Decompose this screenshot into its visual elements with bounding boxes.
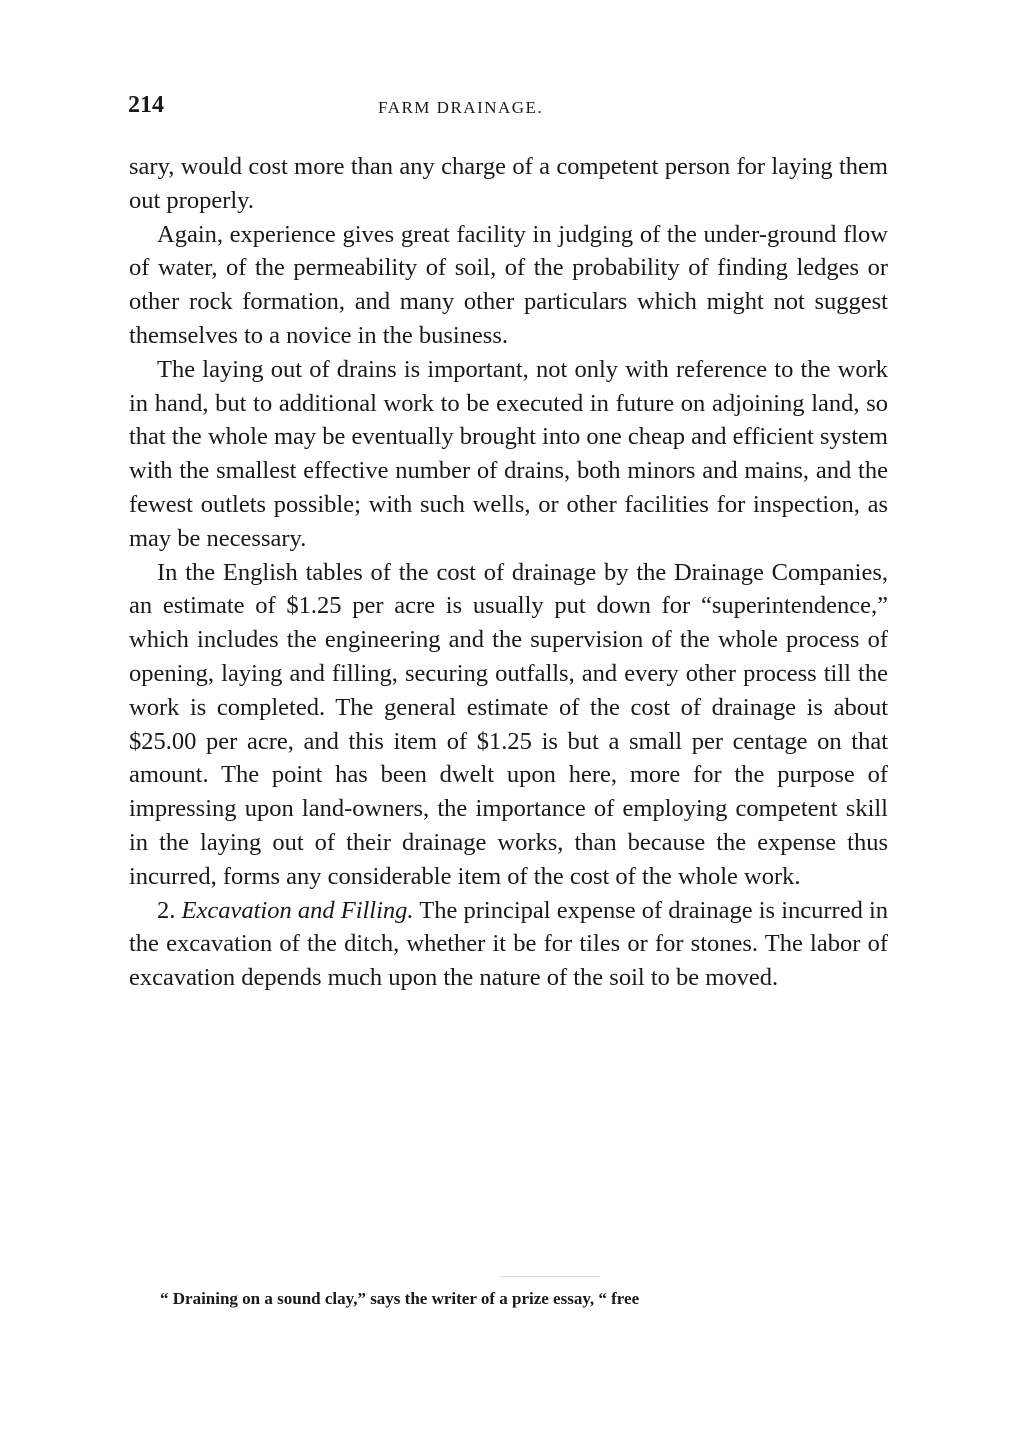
paragraph-english-tables <box>129 556 888 894</box>
footnote <box>160 1288 888 1310</box>
running-title: FARM DRAINAGE. <box>378 98 544 117</box>
paragraph-text: Again, experience gives great facility in judging of the under-ground flow of water, of the permeability of soil, of the probability of finding ledges or other rock formation, and many other particulars which might not suggest themselves to a novice in the business. <box>129 220 888 349</box>
body-text <box>129 150 888 995</box>
footnote-text: “ Draining on a sound clay,” says the writer of a prize essay, “ free <box>160 1289 640 1308</box>
page-header <box>128 92 888 122</box>
section-title: Excavation and Filling. <box>181 896 414 924</box>
paragraph-text: The principal expense of drainage is incurred in the excavation of the ditch, whether it be for tiles or for stones. The labor of excavation depends much upon the nature of the soil to be moved. <box>129 896 889 992</box>
paragraph-continuation <box>129 150 888 218</box>
paragraph-excavation <box>129 894 888 995</box>
paragraph-experience <box>129 218 888 353</box>
footnote-divider <box>500 1276 600 1277</box>
paragraph-text: The laying out of drains is important, not only with reference to the work in hand, but to additional work to be executed in future on adjoining land, so that the whole may be eventually brought into one cheap and efficient system with the smallest effective number of drains, both minors and mains, and the fewest outlets possible; with such wells, or other facilities for inspection, as may be necessary. <box>129 355 888 552</box>
section-number: 2. <box>157 896 176 924</box>
paragraph-laying-out <box>129 353 888 556</box>
paragraph-text: sary, would cost more than any charge of a competent person for laying them out properly. <box>129 153 888 214</box>
paragraph-text: In the English tables of the cost of drainage by the Drainage Companies, an estimate of $1.25 per acre is usually put down for “superintendence,” which includes the engineering and the supervision of the whole process of opening, laying and filling, securing outfalls, and every other process till the work is completed. The general estimate of the cost of drainage is about $25.00 per acre, and this item of $1.25 is but a small per centage on that amount. The point has been dwelt upon here, more for the purpose of impressing upon land-owners, the importance of employing competent skill in the laying out of their drainage works, than because the expense thus incurred, forms any considerable item of the cost of the whole work. <box>129 558 888 890</box>
page-number: 214 <box>128 92 164 118</box>
